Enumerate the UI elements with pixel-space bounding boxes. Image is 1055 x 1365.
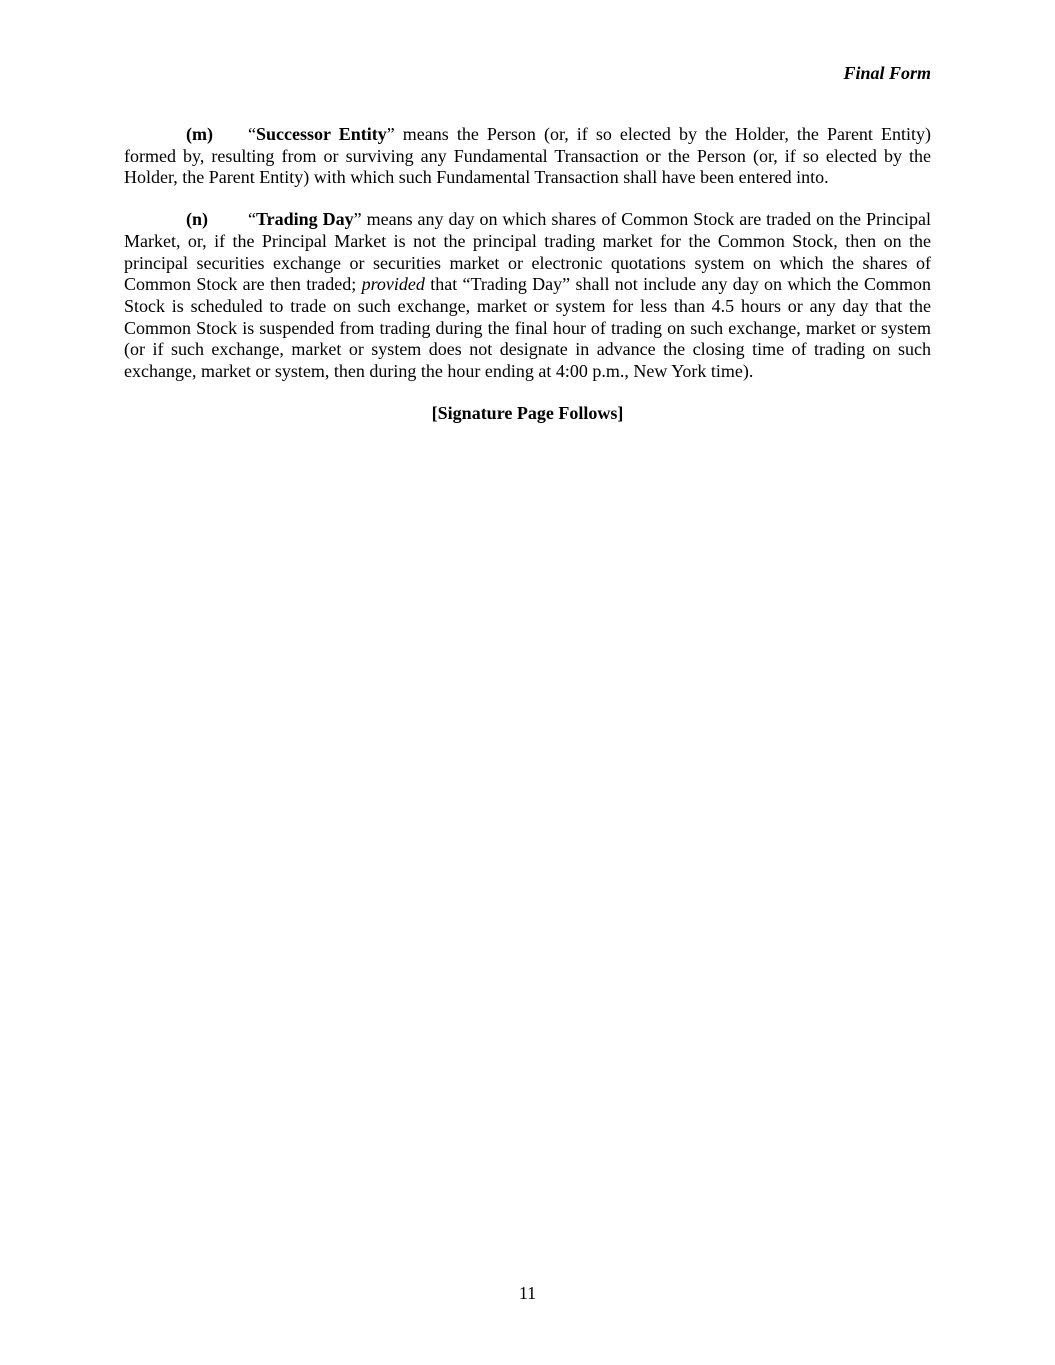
- definition-text-continued: that “Trading Day” shall not include any day on which the Common Stock is scheduled to trade on such exchange, market or system for less than 4.5 hours or any day that the Common Stock is suspended from trading during the final hour of trading on such exchange, market or system (or if such exchange, market or system does not designate in advance the closing time of trading on such exchange, market or system, then during the hour ending at 4:00 p.m., New York time).: [124, 274, 931, 382]
- definition-successor-entity: [124, 124, 931, 189]
- defined-term: Trading Day: [256, 209, 354, 230]
- section-label: (n): [186, 209, 208, 230]
- definition-text: ” means the Person (or, if so elected by the Holder, the Parent Entity) formed by, resulting from or surviving any Fundamental Transaction or the Person (or, if so elected by the Holder, the Parent Entity) with which such Fundamental Transaction shall have been entered into.: [124, 124, 931, 188]
- open-quote: “: [248, 209, 256, 230]
- defined-term: Successor Entity: [256, 124, 387, 144]
- document-body: [124, 124, 931, 424]
- signature-page-note: [Signature Page Follows]: [431, 402, 624, 423]
- open-quote: “: [248, 124, 256, 144]
- definition-trading-day: [124, 209, 931, 383]
- final-form-label: Final Form: [843, 63, 931, 83]
- section-label: (m): [186, 124, 213, 144]
- page-number: 11: [518, 1283, 537, 1303]
- proviso-emphasis: provided: [361, 274, 425, 295]
- definition-text: ” means any day on which shares of Common Stock are traded on the Principal Market, or, if the Principal Market is not the principal trading market for the Common Stock, then on the principal securities exchange or securities market or electronic quotations system on which the shares of Common Stock are then traded;: [124, 209, 931, 295]
